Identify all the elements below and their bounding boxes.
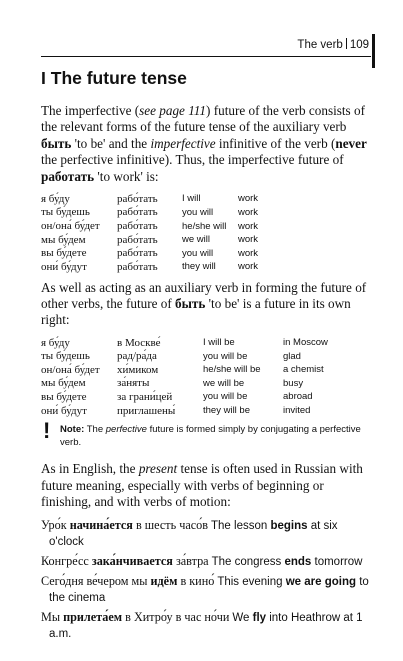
english-subject-aux: you will be (203, 391, 248, 403)
english-subject-aux: we will (182, 234, 210, 246)
russian-complement: за́няты (117, 377, 150, 390)
russian-infinitive: рабо́тать (117, 206, 158, 219)
russian-subject-aux: он/она́ бу́дет (41, 220, 100, 233)
emphasis-never: never (335, 135, 367, 151)
example-sentence (41, 518, 374, 550)
russian-subject-aux: ты бу́дешь (41, 350, 90, 363)
russian-example (41, 554, 209, 568)
text-run: As well as acting as an auxiliary verb in forming the future of other verbs, the future of (41, 279, 367, 311)
conjugation-table-rabotat (41, 192, 258, 274)
exclamation-icon: ! (43, 418, 51, 444)
russian-infinitive: рабо́тать (117, 192, 158, 205)
conjugation-row (41, 192, 258, 206)
conjugation-row (41, 390, 328, 404)
english-subject-aux: you will (182, 206, 214, 218)
text-run: We (232, 611, 253, 624)
text-run: to the cinema (49, 575, 369, 604)
page-reference: see page 111 (139, 103, 207, 118)
russian-example (41, 610, 229, 624)
text-run: This evening (217, 575, 286, 588)
byt-paragraph (41, 280, 374, 329)
text-run: Мы (41, 609, 64, 624)
russian-complement: приглашены́ (117, 404, 176, 417)
english-verb: work (238, 261, 259, 273)
text-run: Конгре́сс (41, 553, 92, 568)
section-title (41, 68, 374, 89)
text-run: The (84, 424, 106, 436)
english-subject-aux: you will be (203, 350, 248, 362)
conjugation-row (41, 404, 328, 418)
conjugation-row (41, 246, 258, 260)
example-sentence (41, 554, 374, 570)
highlighted-verb: прилета́ем (63, 609, 123, 624)
highlighted-verb: зака́нчивается (91, 553, 173, 568)
text-run: в Хитро́у в час но́чи (122, 609, 230, 624)
example-sentence (41, 610, 374, 642)
page-content (41, 68, 374, 646)
keyword-byt: быть (41, 135, 72, 151)
russian-subject-aux: вы бу́дете (41, 390, 87, 403)
conjugation-row (41, 219, 258, 233)
conjugation-row (41, 260, 258, 274)
russian-subject-aux: я бу́ду (41, 336, 70, 349)
text-run: в кино́ (177, 573, 215, 588)
russian-example (41, 518, 208, 532)
russian-infinitive: рабо́тать (117, 233, 158, 246)
english-subject-aux: I will be (203, 337, 235, 349)
text-run: into Heathrow at 1 a.m. (49, 611, 363, 640)
english-complement: a chemist (283, 364, 324, 376)
english-verb: work (238, 206, 259, 218)
russian-subject-aux: они́ бу́дут (41, 260, 87, 273)
highlighted-verb: we are going (285, 575, 357, 588)
english-verb: work (238, 193, 259, 205)
russian-subject-aux: мы бу́дем (41, 233, 86, 246)
russian-subject-aux: вы бу́дете (41, 247, 87, 260)
header-section: The verb (297, 39, 343, 51)
note-label: Note: (60, 424, 85, 436)
text-run: tomorrow (311, 555, 363, 568)
russian-subject-aux: я бу́ду (41, 192, 70, 205)
emphasis-imperfective: imperfective (150, 135, 216, 151)
english-subject-aux: we will be (203, 377, 245, 389)
russian-example (41, 574, 214, 588)
text-run: 'to work' is: (94, 168, 159, 184)
present-tense-paragraph (41, 461, 374, 510)
text-run: за́втра (172, 553, 209, 568)
intro-paragraph (41, 103, 374, 185)
english-subject-aux: you will (182, 247, 214, 259)
running-header (297, 38, 369, 51)
emphasis-perfective: perfective (105, 424, 147, 436)
text-run: Уро́к (41, 517, 70, 532)
keyword-byt: быть (175, 296, 206, 311)
russian-subject-aux: он/она́ бу́дет (41, 363, 100, 376)
english-verb: work (238, 234, 259, 246)
english-verb: work (238, 247, 259, 259)
section-title-text: The future tense (50, 68, 187, 88)
text-run: future is formed simply by conjugating a perfective verb. (60, 424, 361, 449)
text-run: The congress (211, 555, 285, 568)
english-complement: glad (283, 350, 301, 362)
highlighted-verb: начина́ется (69, 517, 133, 532)
conjugation-row (41, 363, 328, 377)
text-run: Сего́дня ве́чером мы (41, 573, 151, 588)
english-subject-aux: he/she will (182, 220, 227, 232)
header-rule (41, 56, 371, 57)
examples-list (41, 518, 374, 642)
conjugation-row (41, 336, 328, 350)
header-page-number: 109 (349, 39, 369, 51)
section-marker: I (41, 68, 46, 88)
english-verb: work (238, 220, 259, 232)
text-run: The imperfective ( (41, 103, 140, 118)
conjugation-row (41, 377, 328, 391)
highlighted-verb: fly (252, 611, 267, 624)
russian-subject-aux: они́ бу́дут (41, 404, 87, 417)
text-run: As in English, the (41, 461, 139, 477)
russian-infinitive: рабо́тать (117, 260, 158, 273)
english-translation (212, 556, 363, 568)
highlighted-verb: идём (150, 573, 178, 588)
russian-complement: рад/ра́да (117, 350, 157, 363)
emphasis-present: present (138, 461, 178, 477)
text-run: infinitive of the verb ( (215, 135, 336, 151)
text-run: в шесть часо́в (132, 517, 208, 532)
text-run: 'to be' and the (71, 135, 151, 151)
english-subject-aux: they will (182, 261, 216, 273)
conjugation-row (41, 206, 258, 220)
english-complement: in Moscow (283, 337, 328, 349)
conjugation-row (41, 349, 328, 363)
english-complement: abroad (283, 391, 313, 403)
text-run: at six o'clock (49, 519, 338, 548)
conjugation-table-byt (41, 336, 328, 418)
english-complement: invited (283, 405, 311, 417)
russian-subject-aux: мы бу́дем (41, 377, 86, 390)
english-subject-aux: he/she will be (203, 364, 261, 376)
note-box (41, 418, 374, 449)
russian-complement: хи́миком (117, 363, 159, 376)
russian-complement: в Москве́ (117, 336, 161, 349)
highlighted-verb: begins (270, 519, 308, 532)
russian-subject-aux: ты бу́дешь (41, 206, 90, 219)
text-run: 'to be' is a future in its own right: (41, 296, 351, 328)
russian-infinitive: рабо́тать (117, 247, 158, 260)
conjugation-row (41, 233, 258, 247)
keyword-rabotat: работать (41, 168, 95, 184)
text-run: The lesson (211, 519, 271, 532)
text-run: tense is often used in Russian with future meaning, especially with verbs of beginning or finishing, and with verbs of motion: (41, 461, 363, 510)
text-run: the perfective infinitive). Thus, the imperfective future of (41, 152, 344, 168)
highlighted-verb: ends (284, 555, 312, 568)
english-subject-aux: I will (182, 193, 201, 205)
english-complement: busy (283, 377, 304, 389)
english-subject-aux: they will be (203, 405, 250, 417)
russian-complement: за грани́цей (117, 390, 173, 403)
text-run: ) future of the verb consists of the relevant forms of the future tense of the auxiliary verb (41, 103, 365, 135)
header-separator (346, 38, 347, 49)
russian-infinitive: рабо́тать (117, 220, 158, 233)
header-thumb-mark (372, 34, 375, 68)
example-sentence (41, 574, 374, 606)
